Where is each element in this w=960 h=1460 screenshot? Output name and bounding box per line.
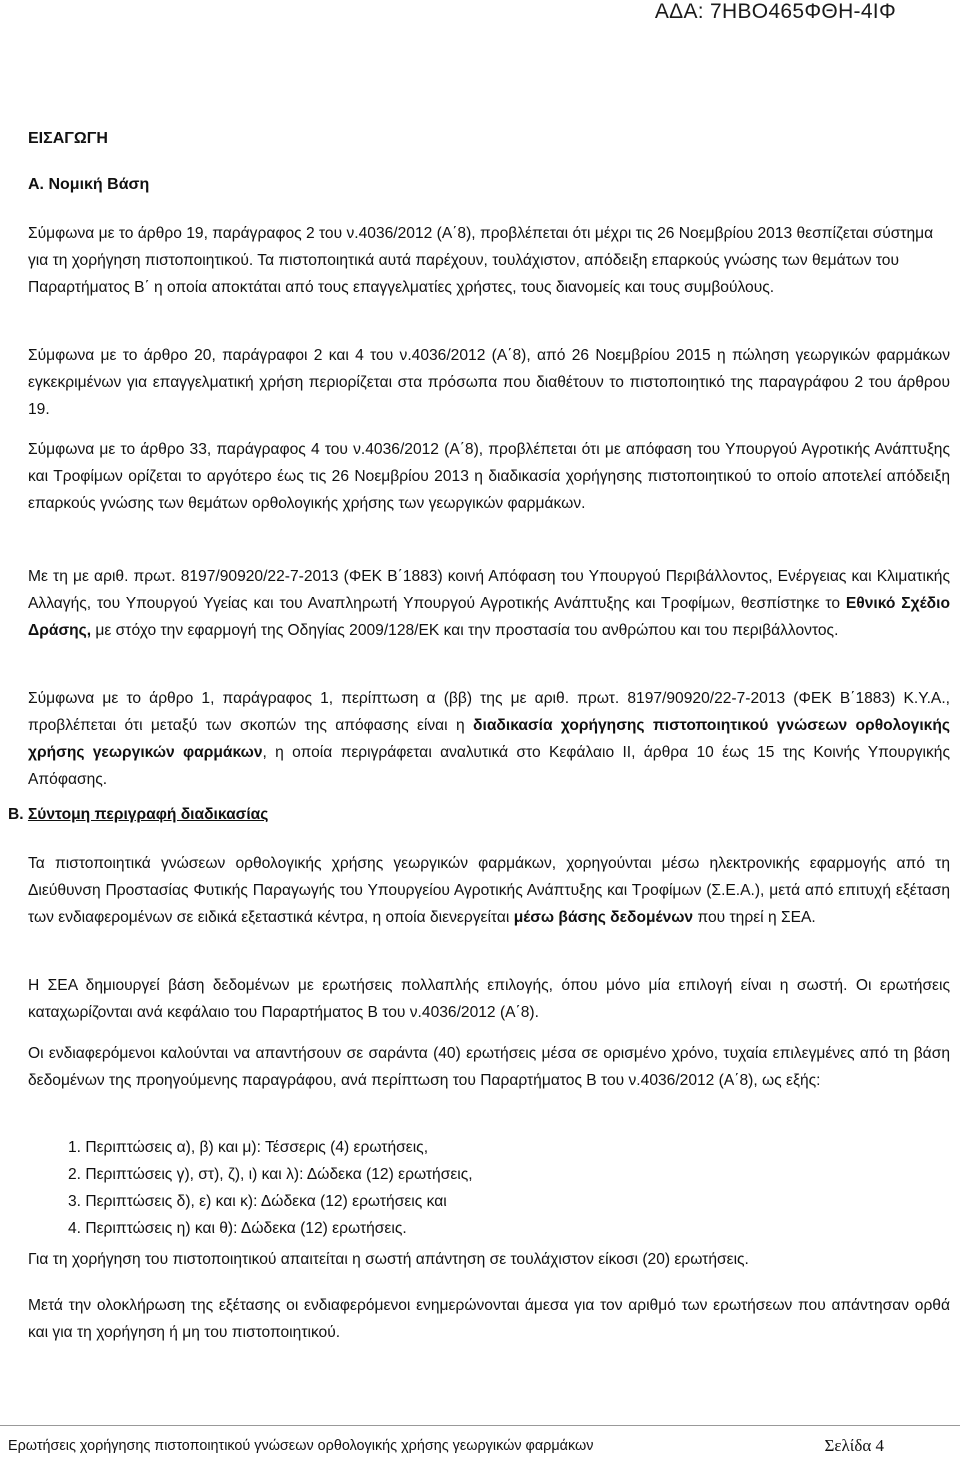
text-segment: Σύμφωνα με το άρθρο 1, παράγραφος 1, περίπτωση α (ββ) της με αριθ. πρωτ. 8197/90920/22-7-2013 (ΦΕΚ Β΄1883) Κ.Υ.Α., προβλέπεται ότι μεταξύ των σκοπών της απόφασης είναι η — [28, 690, 950, 734]
text-segment: Τα πιστοποιητικά γνώσεων ορθολογικής χρήσης γεωργικών φαρμάκων, χορηγούνται μέσω ηλεκτρονικής εφαρμογής από τη Διεύθυνση Προστασίας Φυτικής Παραγωγής του Υπουργείου Αγροτικής Ανάπτυξης και Τροφίμων (Σ.Ε.Α.), μετά από επιτυχή εξέταση των ενδιαφερομένων σε ειδικά εξεταστικά κέντρα, η οποία διενεργείται — [28, 855, 950, 926]
footer-divider — [0, 1425, 960, 1426]
list-item: 2. Περιπτώσεις γ), στ), ζ), ι) και λ): Δώδεκα (12) ερωτήσεις, — [68, 1166, 473, 1183]
bold-text: διαδικασία χορήγησης πιστοποιητικού γνώσεων ορθολογικής χρήσης γεωργικών φαρμάκων — [28, 717, 950, 761]
paragraph-legal-basis-1: Σύμφωνα με το άρθρο 19, παράγραφος 2 του ν.4036/2012 (Α΄8), προβλέπεται ότι μέχρι τις 26 Νοεμβρίου 2013 θεσπίζεται σύστημα για τη χορήγηση πιστοποιητικού. Τα πιστοποιητικά αυτά παρέχουν, τουλάχιστον, απόδειξη επαρκούς γνώσης των θεμάτων του Παραρτήματος Β΄ η οποία αποκτάται από τους επαγγελματίες χρήστες, τους διανομείς και τους συμβούλους. — [28, 225, 934, 296]
paragraph-legal-basis-5 — [28, 685, 950, 793]
text-segment: που τηρεί η ΣΕΑ. — [693, 909, 816, 926]
bold-text: μέσω βάσης δεδομένων — [513, 909, 694, 926]
paragraph-procedure-3: Οι ενδιαφερόμενοι καλούνται να απαντήσουν σε σαράντα (40) ερωτήσεις μέσα σε ορισμένο χρόνο, τυχαία επιλεγμένες από τη βάση δεδομένων της προηγούμενης παραγράφου, ανά περίπτωση του Παραρτήματος Β του ν.4036/2012 (Α΄8), ως εξής: — [28, 1045, 950, 1089]
bold-text: Εθνικό Σχέδιο Δράσης, — [28, 595, 950, 639]
paragraph-legal-basis-2: Σύμφωνα με το άρθρο 20, παράγραφοι 2 και 4 του ν.4036/2012 (Α΄8), από 26 Νοεμβρίου 2015 η πώληση γεωργικών φαρμάκων εγκεκριμένων για επαγγελματική χρήση περιορίζεται στα πρόσωπα που διαθέτουν το πιστοποιητικό της παραγράφου 2 του άρθρου 19. — [28, 347, 950, 418]
section-b-heading — [8, 806, 930, 824]
list-item: 1. Περιπτώσεις α), β) και μ): Τέσσερις (4) ερωτήσεις, — [68, 1139, 429, 1156]
section-b-title: Σύντομη περιγραφή διαδικασίας — [27, 806, 269, 823]
paragraph-procedure-4: Για τη χορήγηση του πιστοποιητικού απαιτείται η σωστή απάντηση σε τουλάχιστον είκοσι (20) ερωτήσεις. — [28, 1251, 749, 1268]
text-segment: Με τη με αριθ. πρωτ. 8197/90920/22-7-2013 (ΦΕΚ Β΄1883) κοινή Απόφαση του Υπουργού Περιβάλλοντος, Ενέργειας και Κλιματικής Αλλαγής, του Υπουργού Υγείας και του Αναπληρωτή Υπουργού Αγροτικής Ανάπτυξης και Τροφίμων, θεσπίστηκε το — [28, 568, 950, 612]
paragraph-legal-basis-4 — [28, 563, 950, 644]
section-b-prefix: Β. — [8, 806, 28, 823]
page-number: Σελίδα 4 — [824, 1436, 884, 1455]
list-item: 3. Περιπτώσεις δ), ε) και κ): Δώδεκα (12) ερωτήσεις και — [68, 1193, 447, 1210]
paragraph-procedure-2: Η ΣΕΑ δημιουργεί βάση δεδομένων με ερωτήσεις πολλαπλής επιλογής, όπου μόνο μία επιλογή είναι η σωστή. Οι ερωτήσεις καταχωρίζονται ανά κεφάλαιο του Παραρτήματος Β του ν.4036/2012 (Α΄8). — [28, 977, 950, 1021]
paragraph-legal-basis-3: Σύμφωνα με το άρθρο 33, παράγραφος 4 του ν.4036/2012 (Α΄8), προβλέπεται ότι με απόφαση του Υπουργού Αγροτικής Ανάπτυξης και Τροφίμων ορίζεται το αργότερο έως τις 26 Νοεμβρίου 2013 η διαδικασία χορήγησης πιστοποιητικού το οποίο αποτελεί απόδειξη επαρκούς γνώσης των θεμάτων ορθολογικής χρήσης των γεωργικών φαρμάκων. — [28, 441, 950, 512]
question-distribution-list — [28, 1134, 950, 1242]
section-a-heading: Α. Νομική Βάση — [28, 176, 150, 193]
footer-title: Ερωτήσεις χορήγησης πιστοποιητικού γνώσεων ορθολογικής χρήσης γεωργικών φαρμάκων — [8, 1438, 594, 1454]
paragraph-procedure-1 — [28, 850, 950, 931]
paragraph-procedure-5: Μετά την ολοκλήρωση της εξέτασης οι ενδιαφερόμενοι ενημερώνονται άμεσα για τον αριθμό των ερωτήσεων που απάντησαν ορθά και για τη χορήγηση ή μη του πιστοποιητικού. — [28, 1297, 950, 1341]
document-title: ΕΙΣΑΓΩΓΗ — [28, 130, 108, 147]
text-segment: , η οποία περιγράφεται αναλυτικά στο Κεφάλαιο ΙΙ, άρθρα 10 έως 15 της Κοινής Υπουργικής Απόφασης. — [28, 744, 950, 788]
text-segment: με στόχο την εφαρμογή της Οδηγίας 2009/128/ΕΚ και την προστασία του ανθρώπου και του περιβάλλοντος. — [91, 622, 839, 639]
ada-code: ΑΔΑ: 7ΗΒΟ465ΦΘΗ-4ΙΦ — [654, 0, 896, 23]
list-item: 4. Περιπτώσεις η) και θ): Δώδεκα (12) ερωτήσεις. — [68, 1220, 407, 1237]
